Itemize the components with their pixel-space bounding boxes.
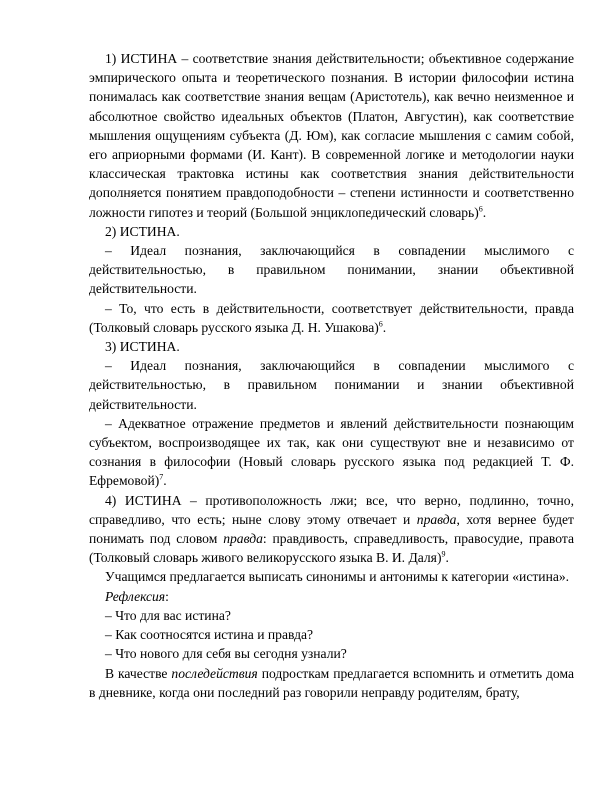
definition-3-item-2: – Адекватное отражение предметов и явлений действительности познающим субъектом, воспроизводящее их так, как они существуют вне и независимо от сознания в философии (Новый словарь русского языка под редакцией Т. Ф. Ефремовой)$^7$. bbox=[89, 415, 574, 489]
task-paragraph: Учащимся предлагается выписать синонимы и антонимы к категории «истина». bbox=[105, 569, 570, 585]
reflection-question-2: – Как соотносятся истина и правда? bbox=[105, 627, 314, 643]
reflection-question-3: – Что нового для себя вы сегодня узнали? bbox=[105, 646, 347, 662]
footnote-ref: 9 bbox=[441, 549, 446, 559]
emphasis-posledeistvie: последействия bbox=[171, 665, 258, 681]
reflection-question-1: – Что для вас истина? bbox=[105, 607, 231, 623]
reflection-label: Рефлексия: bbox=[105, 588, 169, 604]
definition-3-item-1: – Идеал познания, заключающийся в совпадении мыслимого с действительностью, в правильном понимании и знании объективной действительности. bbox=[89, 358, 574, 412]
footnote-ref: 6 bbox=[378, 319, 383, 329]
footnote-ref: 6 bbox=[478, 204, 483, 214]
definition-2-item-2: – То, что есть в действительности, соответствует действительности, правда (Толковый словарь русского языка Д. Н. Ушакова)$^6$. bbox=[89, 300, 574, 335]
document-body bbox=[89, 49, 574, 702]
footnote-ref: 7 bbox=[159, 472, 164, 482]
emphasis-pravda: правда bbox=[416, 511, 457, 527]
definition-1-paragraph: 1) ИСТИНА – соответствие знания действительности; объективное содержание эмпирического опыта и теоретического познания. В истории философии истина понималась как соответствие знания вещам (Аристотель), как вечно неизменное и абсолютное свойство идеальных объектов (Платон, Августин), как соответствие мышления ощущениям субъекта (Д. Юм), как согласие мышления с самим собой, его априорными формами (И. Кант). В современной логике и методологии науки классическая трактовка истины как соответствия знания действительности дополняется понятием правдоподобности – степени истинности и соответственно ложности гипотез и теорий (Большой энциклопедический словарь)$^6$. bbox=[89, 51, 574, 220]
definition-3-heading: 3) ИСТИНА. bbox=[105, 339, 180, 355]
definition-1-text: 1) ИСТИНА – соответствие знания действительности; объективное содержание эмпирического опыта и теоретического познания. В истории философии истина понималась как соответствие знания вещам (Аристотель), как вечно неизменное и абсолютное свойство идеальных объектов (Платон, Августин), как соответствие мышления ощущениям субъекта (Д. Юм), как согласие мышления с самим собой, его априорными формами (И. Кант). В современной логике и методологии науки классическая трактовка истины как соответствия знания действительности дополняется понятием правдоподобности – степени истинности и соответственно ложности гипотез и теорий (Большой энциклопедический словарь) bbox=[89, 51, 574, 220]
definition-4-paragraph: 4) ИСТИНА – противоположность лжи; все, что верно, подлинно, точно, справедливо, что есть; ныне слову этому отвечает и правда, хотя вернее будет понимать под словом правда: правдивость, справедливость, правосудие, правота (Толковый словарь живого великорусского языка В. И. Даля)$^9$. bbox=[89, 492, 575, 566]
final-paragraph: В качестве последействия подросткам предлагается вспомнить и отметить дома в дневнике, когда они последний раз говорили неправду родителям, брату, bbox=[89, 665, 575, 700]
emphasis-pravda: правда bbox=[223, 531, 263, 547]
definition-2-item-1: – Идеал познания, заключающийся в совпадении мыслимого с действительностью, в правильном понимании, знании объективной действительности. bbox=[89, 243, 574, 297]
definition-2-heading: 2) ИСТИНА. bbox=[105, 223, 180, 239]
